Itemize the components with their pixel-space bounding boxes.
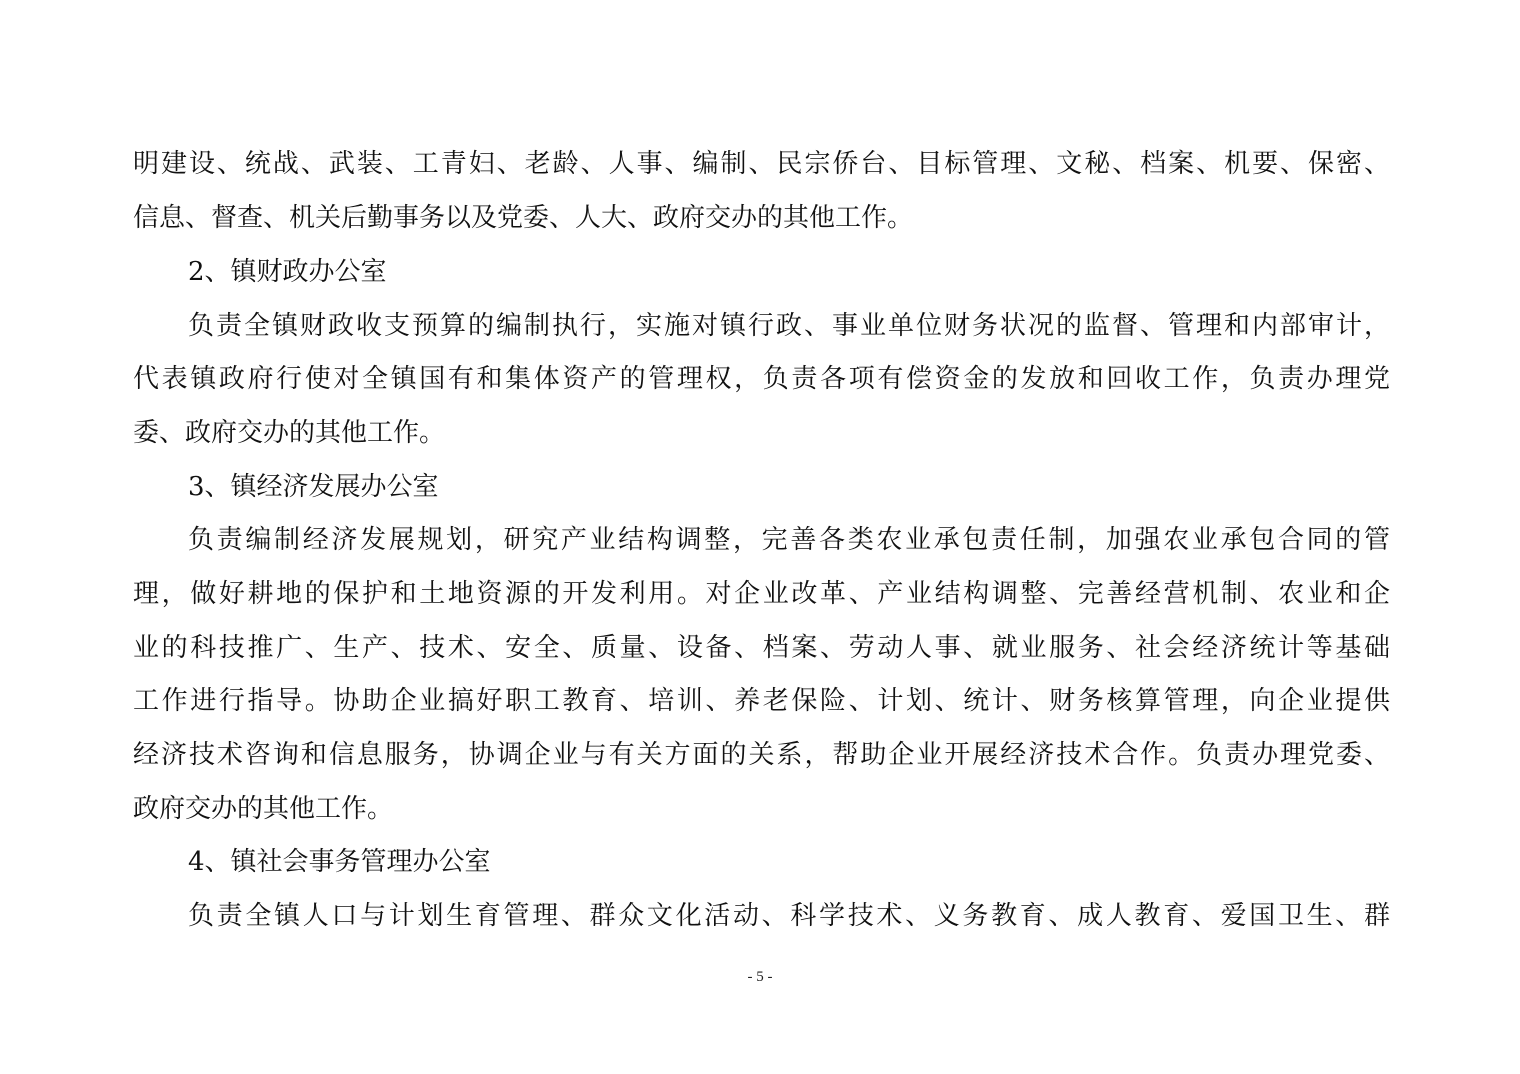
paragraph-line: 理，做好耕地的保护和土地资源的开发利用。对企业改革、产业结构调整、完善经营机制、农业和企	[133, 579, 1390, 609]
section-heading: 3、镇经济发展办公室	[188, 472, 439, 502]
page-number: - 5 -	[747, 969, 773, 985]
section-heading: 2、镇财政办公室	[188, 257, 387, 287]
paragraph-line: 工作进行指导。协助企业搞好职工教育、培训、养老保险、计划、统计、财务核算管理，向企业提供	[133, 686, 1390, 716]
paragraph-line: 业的科技推广、生产、技术、安全、质量、设备、档案、劳动人事、就业服务、社会经济统计等基础	[133, 633, 1390, 663]
paragraph-line: 经济技术咨询和信息服务，协调企业与有关方面的关系，帮助企业开展经济技术合作。负责办理党委、	[133, 740, 1390, 770]
paragraph-line: 负责全镇财政收支预算的编制执行，实施对镇行政、事业单位财务状况的监督、管理和内部审计，	[188, 311, 1390, 341]
paragraph-line: 负责全镇人口与计划生育管理、群众文化活动、科学技术、义务教育、成人教育、爱国卫生、群	[188, 901, 1390, 931]
paragraph-line: 明建设、统战、武装、工青妇、老龄、人事、编制、民宗侨台、目标管理、文秘、档案、机要、保密、	[133, 149, 1390, 179]
paragraph-line: 政府交办的其他工作。	[133, 794, 394, 824]
paragraph-line: 信息、督查、机关后勤事务以及党委、人大、政府交办的其他工作。	[133, 203, 914, 233]
paragraph-line: 代表镇政府行使对全镇国有和集体资产的管理权，负责各项有偿资金的发放和回收工作，负责办理党	[133, 364, 1390, 394]
paragraph-line: 委、政府交办的其他工作。	[133, 418, 446, 448]
section-heading: 4、镇社会事务管理办公室	[188, 847, 491, 877]
paragraph-line: 负责编制经济发展规划，研究产业结构调整，完善各类农业承包责任制，加强农业承包合同的管	[188, 525, 1390, 555]
